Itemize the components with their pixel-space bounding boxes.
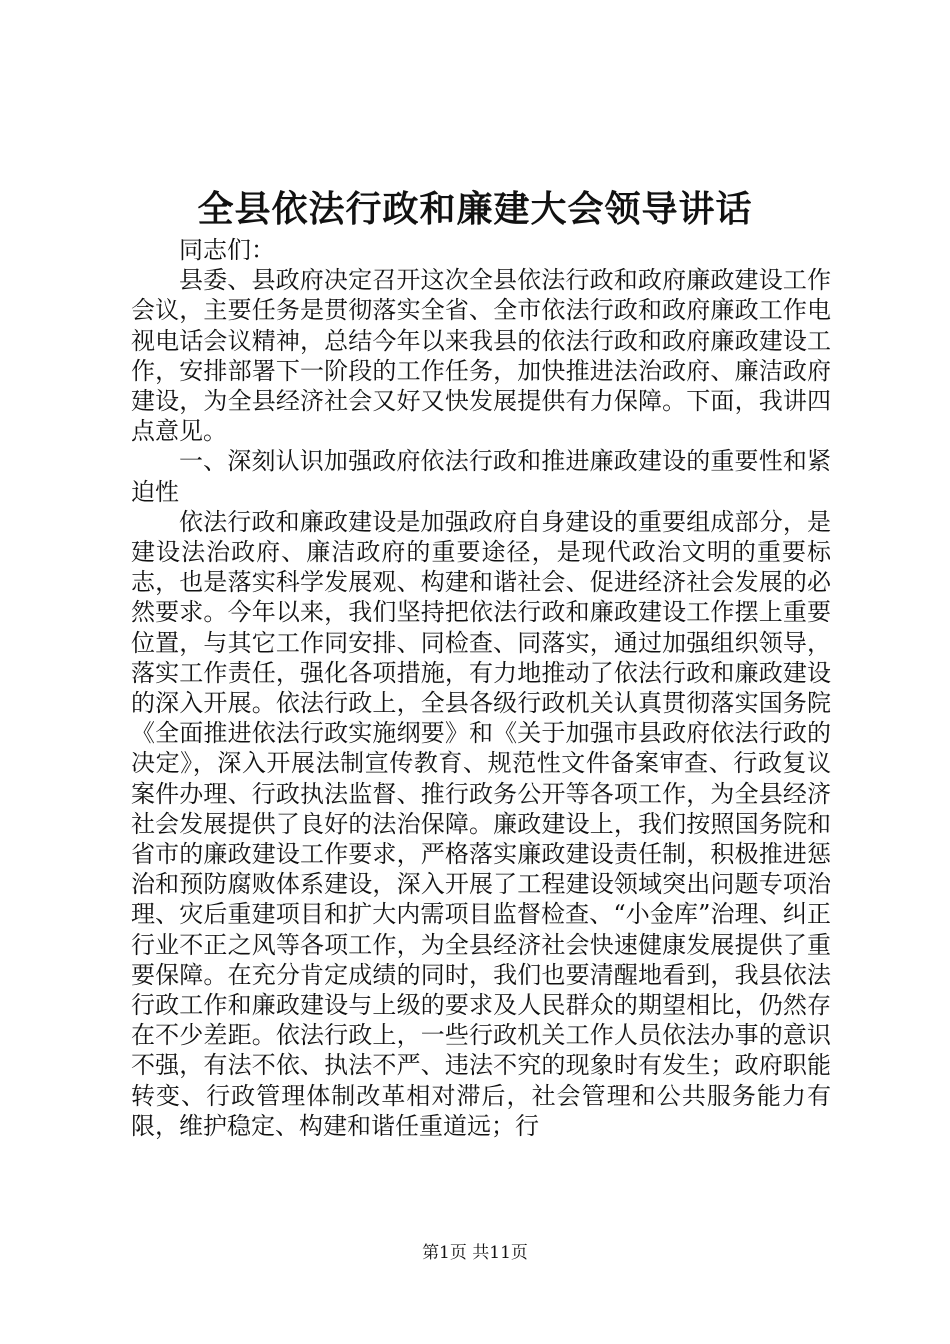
salutation: 同志们：: [179, 236, 275, 264]
document-body: [131, 235, 831, 1141]
paragraph-section-1: 依法行政和廉政建设是加强政府自身建设的重要组成部分，是建设法治政府、廉洁政府的重要途径，是现代政治文明的重要标志，也是落实科学发展观、构建和谐社会、促进经济社会发展的必然要求。今年以来，我们坚持把依法行政和廉政建设工作摆上重要位置，与其它工作同安排、同检查、同落实，通过加强组织领导，落实工作责任，强化各项措施，有力地推动了依法行政和廉政建设的深入开展。依法行政上，全县各级行政机关认真贯彻落实国务院《全面推进依法行政实施纲要》和《关于加强市县政府依法行政的决定》，深入开展法制宣传教育、规范性文件备案审查、行政复议案件办理、行政执法监督、推行政务公开等各项工作，为全县经济社会发展提供了良好的法治保障。廉政建设上，我们按照国务院和省市的廉政建设工作要求，严格落实廉政建设责任制，积极推进惩治和预防腐败体系建设，深入开展了工程建设领域突出问题专项治理、灾后重建项目和扩大内需项目监督检查、“小金库”治理、纠正行业不正之风等各项工作，为全县经济社会快速健康发展提供了重要保障。在充分肯定成绩的同时，我们也要清醒地看到，我县依法行政工作和廉政建设与上级的要求及人民群众的期望相比，仍然存在不少差距。依法行政上，一些行政机关工作人员依法办事的意识不强，有法不依、执法不严、违法不究的现象时有发生；政府职能转变、行政管理体制改革相对滞后，社会管理和公共服务能力有限，维护稳定、构建和谐任重道远；行: [131, 507, 831, 1140]
document-title: 全县依法行政和廉建大会领导讲话: [197, 188, 753, 230]
page-footer: 第1页 共11页: [422, 1243, 528, 1263]
section-heading-1: 一、深刻认识加强政府依法行政和推进廉政建设的重要性和紧迫性: [131, 447, 831, 506]
paragraph-intro: 县委、县政府决定召开这次全县依法行政和政府廉政建设工作会议，主要任务是贯彻落实全省、全市依法行政和政府廉政工作电视电话会议精神，总结今年以来我县的依法行政和政府廉政建设工作，安排部署下一阶段的工作任务，加快推进法治政府、廉洁政府建设，为全县经济社会又好又快发展提供有力保障。下面，我讲四点意见。: [131, 266, 831, 446]
